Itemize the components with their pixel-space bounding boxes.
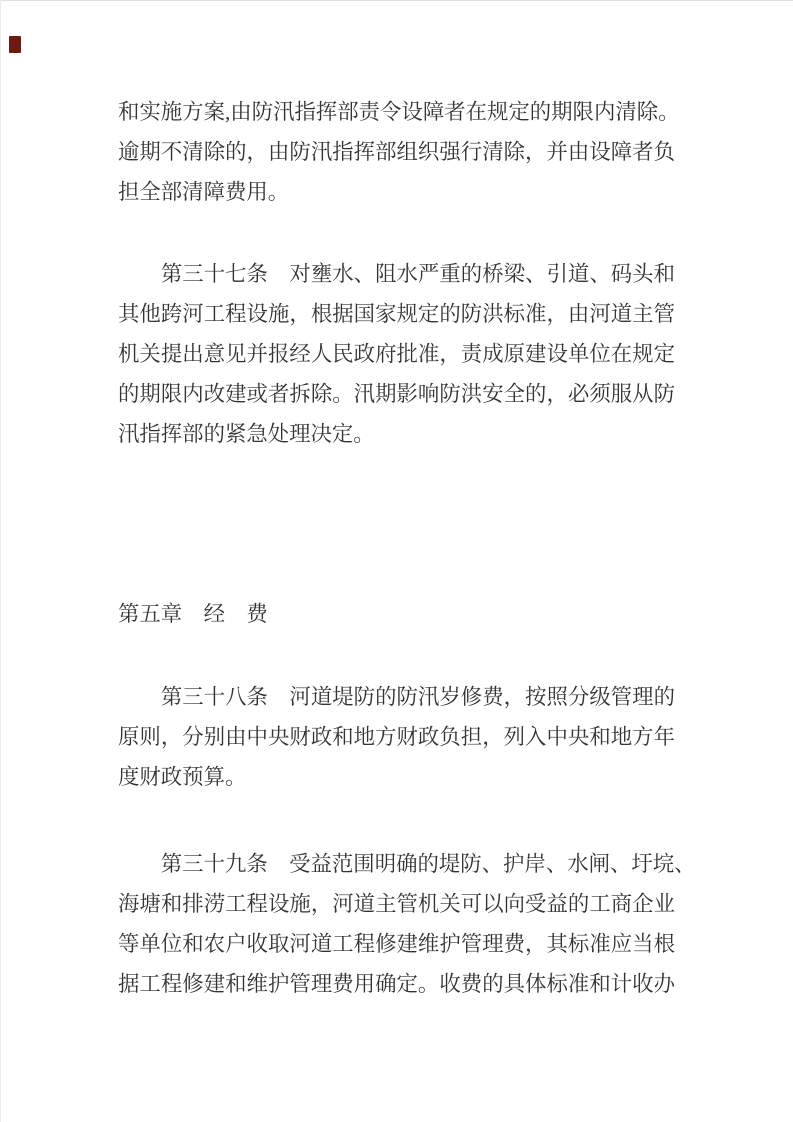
text-line: 的期限内改建或者拆除。汛期影响防洪安全的，必须服从防 <box>118 382 675 406</box>
text-line: 度财政预算。 <box>118 765 247 789</box>
paragraph-article-39 <box>118 844 696 1004</box>
chapter-heading: 第五章 经 费 <box>118 602 268 626</box>
page-left-edge-line <box>0 0 1 1122</box>
text-line: 其他跨河工程设施，根据国家规定的防洪标准，由河道主管 <box>118 302 675 326</box>
text-line: 原则，分别由中央财政和地方财政负担，列入中央和地方年 <box>118 725 675 749</box>
text-line: 第三十八条 河道堤防的防汛岁修费，按照分级管理的 <box>118 685 675 709</box>
document-content <box>118 0 696 1004</box>
text-line: 第三十七条 对壅水、阻水严重的桥梁、引道、码头和 <box>118 262 675 286</box>
text-line: 据工程修建和维护管理费用确定。收费的具体标准和计收办 <box>118 972 675 996</box>
paragraph-article-38 <box>118 677 675 797</box>
paragraph-article-37 <box>118 254 675 454</box>
paragraph-clearing-obstacles <box>118 92 680 212</box>
text-line: 汛指挥部的紧急处理决定。 <box>118 422 375 446</box>
text-line: 逾期不清除的，由防汛指挥部组织强行清除，并由设障者负 <box>118 140 675 164</box>
text-line: 海塘和排涝工程设施，河道主管机关可以向受益的工商企业 <box>118 892 675 916</box>
text-line: 第三十九条 受益范围明确的堤防、护岸、水闸、圩垸、 <box>118 852 696 876</box>
text-line: 等单位和农户收取河道工程修建维护管理费，其标准应当根 <box>118 932 675 956</box>
text-line: 和实施方案,由防汛指挥部责令设障者在规定的期限内清除。 <box>118 100 680 124</box>
text-line: 担全部清障费用。 <box>118 180 290 204</box>
page-corner-mark <box>9 36 21 53</box>
text-line: 机关提出意见并报经人民政府批准，责成原建设单位在规定 <box>118 342 675 366</box>
